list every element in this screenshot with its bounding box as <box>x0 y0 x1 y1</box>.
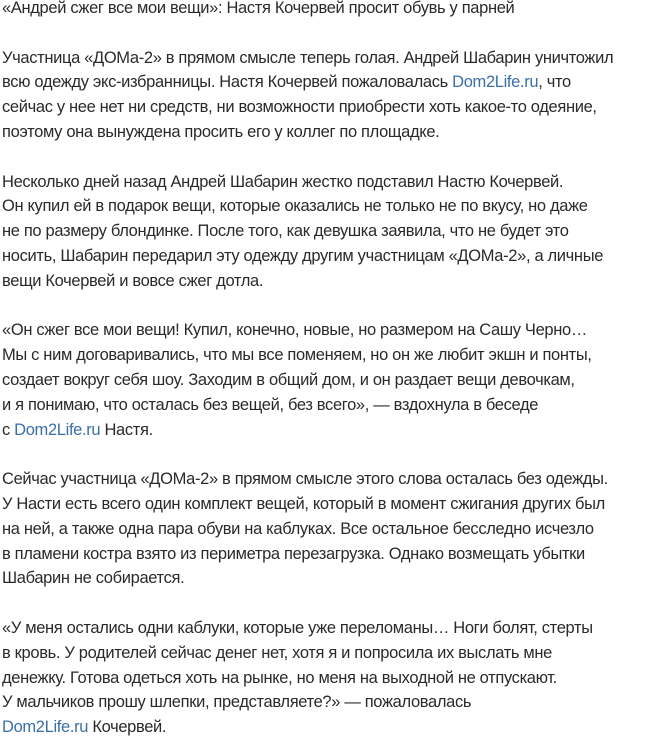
dom2life-link[interactable]: Dom2Life.ru <box>452 72 539 92</box>
dom2life-link[interactable]: Dom2Life.ru <box>2 717 89 737</box>
text-line: Шабарин не собирается. <box>2 568 185 588</box>
text-line: на ней, а также одна пара обуви на каблуках. Все остальное бесследно исчезло <box>2 518 594 538</box>
text-line: в пламени костра взято из периметра перезагрузка. Однако возмещать убытки <box>2 543 585 563</box>
text-line: сейчас у нее нет ни средств, ни возможности приобрести хоть какое-то одеяние, <box>2 97 597 117</box>
paragraph-4 <box>2 467 670 591</box>
paragraph-1 <box>2 46 670 145</box>
text-fragment: Настя. <box>104 419 153 439</box>
article-title: «Андрей сжег все мои вещи»: Настя Кочервей просит обувь у парней <box>2 0 515 17</box>
text-line: Участница «ДОМа-2» в прямом смысле теперь голая. Андрей Шабарин уничтожил <box>2 47 614 67</box>
text-line: вещи Кочервей и вовсе сжег дотла. <box>2 270 264 290</box>
text-line: У мальчиков прошу шлепки, представляете?» — пожаловалась <box>2 692 472 712</box>
dom2life-link[interactable]: Dom2Life.ru <box>14 419 101 439</box>
text-line: поэтому она вынуждена просить его у коллег по площадке. <box>2 121 440 141</box>
text-fragment: всю одежду экс-избранницы. Настя Кочервей пожаловалась <box>2 72 448 92</box>
text-line: У Насти есть всего один комплект вещей, который в момент сжигания других был <box>2 493 605 513</box>
text-line: денежку. Готова одеться хоть на рынке, но меня на выходной не отпускают. <box>2 667 557 687</box>
text-line: Несколько дней назад Андрей Шабарин жестко подставил Настю Кочервей. <box>2 171 564 191</box>
text-line <box>2 70 650 95</box>
text-fragment: , что <box>538 72 571 92</box>
text-fragment: с <box>2 419 10 439</box>
text-line: не по размеру блондинке. После того, как девушка заявила, что не будет это <box>2 221 569 241</box>
text-line: «У меня остались одни каблуки, которые уже переломаны… Ноги болят, стерты <box>2 617 593 637</box>
text-line: носить, Шабарин передарил эту одежду другим участницам «ДОМа-2», а личные <box>2 245 604 265</box>
text-line: Сейчас участница «ДОМа-2» в прямом смысле этого слова осталась без одежды. <box>2 469 608 489</box>
text-line: создает вокруг себя шоу. Заходим в общий дом, и он раздает вещи девочкам, <box>2 369 575 389</box>
text-line <box>2 418 650 443</box>
text-line: в кровь. У родителей сейчас денег нет, хотя я и попросила их выслать мне <box>2 642 553 662</box>
paragraph-3-quote <box>2 318 670 442</box>
text-line: «Он сжег все мои вещи! Купил, конечно, новые, но размером на Сашу Черно… <box>2 320 588 340</box>
text-line: Мы с ним договаривались, что мы все поменяем, но он же любит экшн и понты, <box>2 345 592 365</box>
text-line: и я понимаю, что осталась без вещей, без всего», — вздохнула в беседе <box>2 394 539 414</box>
text-line: Он купил ей в подарок вещи, которые оказались не только не по вкусу, но даже <box>2 196 588 216</box>
text-line <box>2 715 650 740</box>
paragraph-2 <box>2 170 670 294</box>
text-fragment: Кочервей. <box>92 717 167 737</box>
paragraph-5-quote <box>2 616 670 740</box>
